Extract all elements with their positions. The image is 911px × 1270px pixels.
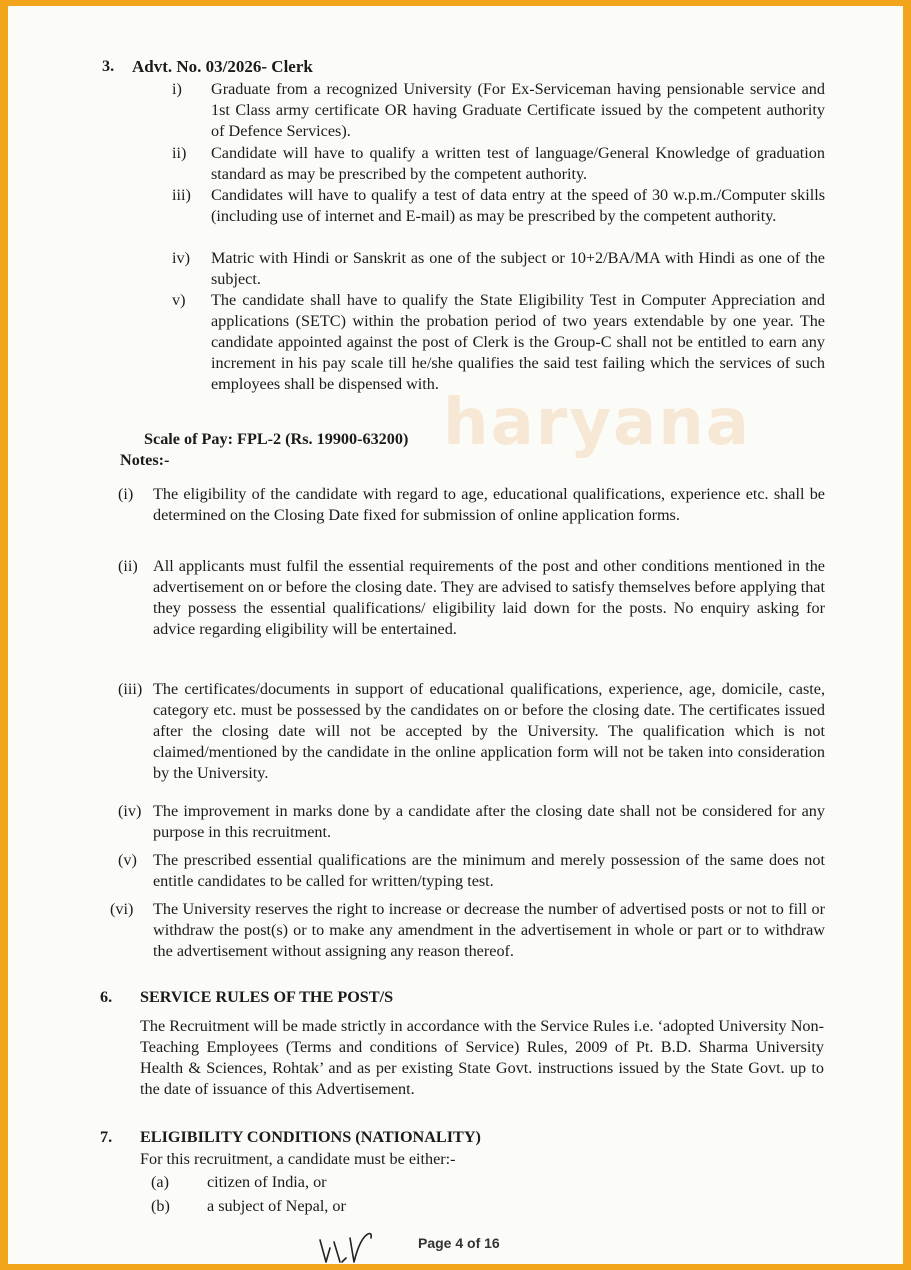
- list-item: The candidate shall have to qualify the State Eligibility Test in Computer Appreciation and applications (SETC) within the probation period of two years extendable by one year. The candidate appointed against the post of Clerk is the Group-C shall not be entitled to earn any increment in his pay scale till he/she qualifies the said test failing which the services of such employees shall be dispensed with.: [211, 291, 825, 393]
- signature-mark: [316, 1228, 376, 1264]
- section-6-number: 6.: [100, 988, 113, 1006]
- section-6-title: SERVICE RULES OF THE POST/S: [140, 988, 394, 1006]
- section-3-number: 3.: [102, 57, 115, 75]
- item-number: (b): [151, 1197, 170, 1215]
- note-number: (iii): [118, 680, 143, 698]
- section-7-title: ELIGIBILITY CONDITIONS (NATIONALITY): [140, 1128, 481, 1146]
- note-number: (iv): [118, 802, 142, 820]
- list-item: a subject of Nepal, or: [207, 1197, 346, 1215]
- item-number: iii): [172, 186, 191, 204]
- section-7-intro: For this recruitment, a candidate must be either:-: [140, 1150, 456, 1168]
- item-number: iv): [172, 249, 190, 267]
- item-number: v): [172, 291, 186, 309]
- note-number: (v): [118, 851, 137, 869]
- list-item: Matric with Hindi or Sanskrit as one of the subject or 10+2/BA/MA with Hindi as one of the subject.: [211, 249, 825, 288]
- note-item: The eligibility of the candidate with regard to age, educational qualifications, experience etc. shall be determined on the Closing Date fixed for submission of online application forms.: [153, 485, 825, 524]
- list-item: Graduate from a recognized University (For Ex-Serviceman having pensionable service and 1st Class army certificate OR having Graduate Certificate issued by the competent authority of Defence Services).: [211, 80, 825, 140]
- note-number: (vi): [110, 900, 134, 918]
- section-6-body: The Recruitment will be made strictly in accordance with the Service Rules i.e. ‘adopted University Non-Teaching Employees (Terms and conditions of Service) Rules, 2009 of Pt. B.D. Sharma University Health & Sciences, Rohtak’ and as per existing State Govt. instructions issued by the State Govt. up to the date of issuance of this Advertisement.: [140, 1017, 824, 1098]
- watermark-logo: haryana: [443, 386, 751, 460]
- scale-of-pay: Scale of Pay: FPL-2 (Rs. 19900-63200): [144, 430, 409, 448]
- note-item: The certificates/documents in support of educational qualifications, experience, age, domicile, caste, category etc. must be possessed by the candidates on or before the closing date. The certificates issued after the closing date will not be accepted by the University. The qualification which is not claimed/mentioned by the candidate in the online application form will not be taken into consideration by the University.: [153, 680, 825, 782]
- list-item: citizen of India, or: [207, 1173, 327, 1191]
- page-content: [8, 6, 903, 1264]
- item-number: i): [172, 80, 182, 98]
- item-number: ii): [172, 144, 187, 162]
- list-item: Candidates will have to qualify a test of data entry at the speed of 30 w.p.m./Computer skills (including use of internet and E-mail) as may be prescribed by the competent authority.: [211, 186, 825, 225]
- note-number: (i): [118, 485, 134, 503]
- section-3-title: Advt. No. 03/2026- Clerk: [132, 57, 313, 76]
- list-item: Candidate will have to qualify a written test of language/General Knowledge of graduation standard as may be prescribed by the competent authority.: [211, 144, 825, 183]
- note-item: The prescribed essential qualifications are the minimum and merely possession of the same does not entitle candidates to be called for written/typing test.: [153, 851, 825, 890]
- notes-heading: Notes:-: [120, 451, 170, 469]
- document-page: [8, 6, 903, 1264]
- note-item: The University reserves the right to increase or decrease the number of advertised posts or not to fill or withdraw the post(s) or to make any amendment in the advertisement in whole or part or to withdraw the advertisement without assigning any reason thereof.: [153, 900, 825, 960]
- note-item: The improvement in marks done by a candidate after the closing date shall not be considered for any purpose in this recruitment.: [153, 802, 825, 841]
- item-number: (a): [151, 1173, 169, 1191]
- note-number: (ii): [118, 557, 138, 575]
- section-7-number: 7.: [100, 1128, 113, 1146]
- note-item: All applicants must fulfil the essential requirements of the post and other conditions mentioned in the advertisement on or before the closing date. They are advised to satisfy themselves before applying that they possess the essential qualifications/ eligibility laid down for the posts. No enquiry asking for advice regarding eligibility will be entertained.: [153, 557, 825, 638]
- page-number: Page 4 of 16: [418, 1235, 500, 1251]
